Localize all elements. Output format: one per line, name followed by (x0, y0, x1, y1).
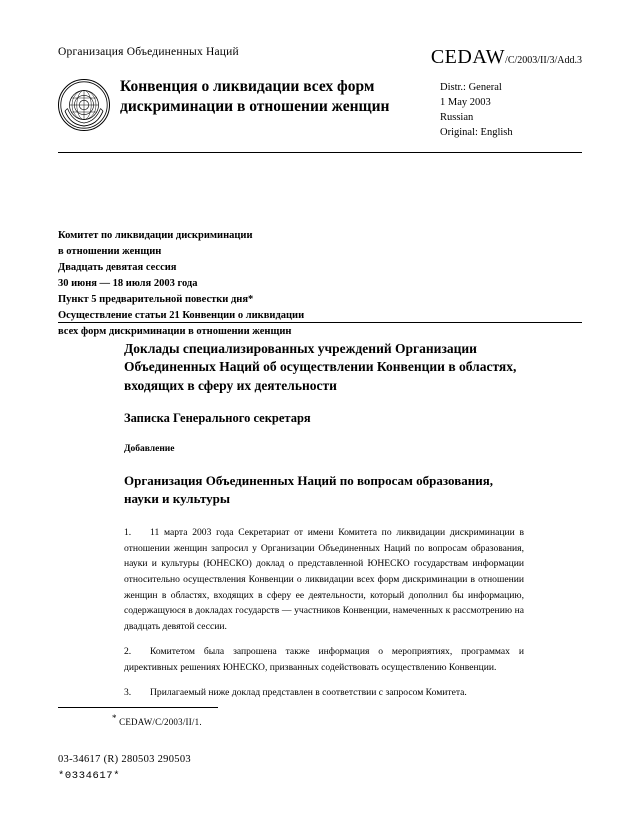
committee-article-line-2: всех форм дискриминации в отношении женщин (58, 325, 292, 337)
paragraph-1-number: 1. (124, 527, 132, 539)
committee-line-2: в отношении женщин (58, 245, 162, 257)
committee-divider (58, 322, 582, 323)
addendum-label: Добавление (124, 444, 175, 455)
paragraph-1 (124, 525, 524, 634)
paragraph-3 (124, 685, 524, 701)
un-emblem-icon (58, 79, 110, 131)
convention-title-block (120, 77, 440, 141)
committee-line-1: Комитет по ликвидации дискриминации (58, 230, 253, 241)
distribution-line-1: Distr.: General (440, 82, 502, 93)
distribution-line-4: Original: English (440, 126, 513, 138)
document-symbol (431, 44, 582, 69)
committee-article-line-1: Осуществление статьи 21 Конвенции о ликвидации (58, 309, 305, 321)
paragraph-3-text: Прилагаемый ниже доклад представлен в соответствии с запросом Комитета. (150, 687, 467, 699)
footnote (112, 713, 202, 727)
job-number: 03-34617 (R) 280503 290503 (58, 754, 191, 765)
footnote-divider (58, 707, 218, 708)
report-title: Доклады специализированных учреждений Организации Объединенных Наций об осуществлении Конвенции в областях, входящих в сферу их деятельности (124, 341, 517, 393)
distribution-block (440, 77, 582, 141)
paragraph-3-number: 3. (124, 687, 132, 699)
paragraph-2 (124, 644, 524, 675)
committee-session: Двадцать девятая сессия (58, 261, 177, 273)
document-symbol-suffix: /C/2003/II/3/Add.3 (505, 55, 582, 66)
paragraph-2-number: 2. (124, 646, 132, 658)
un-emblem-wrapper (58, 77, 120, 141)
footnote-marker: * (112, 713, 117, 723)
paragraph-2-text: Комитетом была запрошена также информация о мероприятиях, программах и директивных решениях ЮНЕСКО, призванных содействовать осуществлению Конвенции. (124, 646, 524, 673)
header-main-row (58, 77, 582, 141)
document-header (58, 44, 582, 141)
distribution-line-2: 1 May 2003 (440, 96, 491, 108)
paragraph-1-text: 11 марта 2003 года Секретариат от имени Комитета по ликвидации дискриминации в отношении женщин запросил у Организации Объединенных Наций по вопросам образования, науки и культуры (ЮНЕСКО) доклад о представленной ЮНЕСКО государствам информации относительно осуществления Конвенции о ликвидации всех форм дискриминации в отношении женщин в областях, входящих в сферу ее деятельности, который дополнил бы информацию, содержащуюся в докладах государств — участников Конвенции, намеченных к рассмотрению на двадцать девятой сессии. (124, 527, 524, 632)
footnote-text: CEDAW/C/2003/II/1. (119, 717, 202, 727)
header-top-row (58, 44, 582, 69)
document-footer (58, 754, 582, 782)
organization-name: Организация Объединенных Наций (58, 46, 239, 58)
unesco-title: Организация Объединенных Наций по вопросам образования, науки и культуры (124, 473, 493, 506)
committee-dates: 30 июня — 18 июля 2003 года (58, 277, 198, 289)
distribution-line-3: Russian (440, 111, 474, 123)
document-symbol-prefix: CEDAW (430, 46, 506, 68)
barcode-text: *0334617* (58, 770, 121, 782)
document-body (124, 340, 524, 711)
header-divider (58, 152, 582, 153)
note-by-secretary-general: Записка Генерального секретаря (124, 411, 311, 426)
committee-agenda-item: Пункт 5 предварительной повестки дня* (58, 293, 254, 305)
convention-title: Конвенция о ликвидации всех форм дискриминации в отношении женщин (120, 78, 390, 115)
